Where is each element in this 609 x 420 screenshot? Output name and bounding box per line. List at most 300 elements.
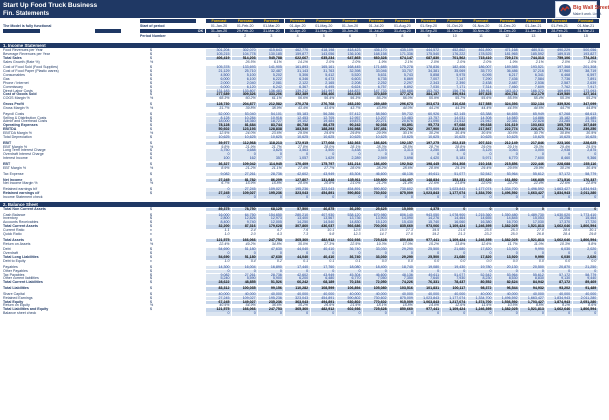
value-cell[interactable]: 3,563 [285,149,311,153]
value-cell[interactable]: 10,916 [258,117,284,121]
value-cell[interactable]: 204,877 [232,103,258,107]
value-cell[interactable]: 65,949 [520,113,546,117]
value-cell[interactable]: 86,209 [258,179,284,183]
value-cell[interactable]: 0.2 [258,260,284,264]
value-cell[interactable]: 135,911 [337,179,363,183]
value-cell[interactable]: 12,957 [337,117,363,121]
value-cell[interactable]: 15.0 [363,229,389,233]
value-cell[interactable]: 23,751 [573,120,599,124]
value-cell[interactable]: 86,738 [285,124,311,128]
value-cell[interactable]: 0 [468,208,494,212]
value-cell[interactable]: 2.1% [520,61,546,65]
value-cell[interactable]: 280,210 [285,214,311,218]
value-cell[interactable]: 89,469 [573,281,599,285]
value-cell[interactable]: 52,542 [468,173,494,177]
value-cell[interactable]: 2,020 [573,248,599,252]
value-cell[interactable]: 0 [206,252,232,256]
value-cell[interactable]: 29.8% [337,132,363,136]
value-cell[interactable]: 744,313 [520,57,546,61]
value-cell[interactable]: 0 [416,196,442,200]
value-cell[interactable]: 12.6% [468,243,494,247]
value-cell[interactable]: 0 [573,208,599,212]
value-cell[interactable]: 28.2% [363,167,389,171]
value-cell[interactable]: 43.6% [311,107,337,111]
value-cell[interactable]: 29.9% [363,132,389,136]
value-cell[interactable]: 13,757 [416,117,442,121]
value-cell[interactable]: 482,912 [311,239,337,243]
value-cell[interactable]: 276,768 [311,103,337,107]
value-cell[interactable]: 2,289 [337,157,363,161]
value-cell[interactable]: 1.0 [206,260,232,264]
value-cell[interactable]: 630,802 [337,301,363,305]
value-cell[interactable]: 30.4% [573,167,599,171]
value-cell[interactable]: 687,830 [416,57,442,61]
value-cell[interactable]: 5,306 [285,74,311,78]
value-cell[interactable]: 20.8% [311,182,337,186]
value-cell[interactable]: 46,600 [363,274,389,278]
value-cell[interactable]: 29.0% [468,146,494,150]
value-cell[interactable]: 28,736 [258,274,284,278]
value-cell[interactable]: 2,040 [232,82,258,86]
value-cell[interactable]: 427,164 [573,93,599,97]
value-cell[interactable]: 44.1% [416,107,442,111]
value-cell[interactable]: 1,382,025 [494,308,520,312]
value-cell[interactable]: 55.4% [520,97,546,101]
value-cell[interactable]: 62,145 [442,113,468,117]
value-cell[interactable]: 514,203 [232,57,258,61]
value-cell[interactable]: 0 [520,196,546,200]
value-cell[interactable]: 590,802 [337,192,363,196]
value-cell[interactable]: 105,215 [206,53,232,57]
value-cell[interactable]: 101,831 [416,287,442,291]
value-cell[interactable]: 6,869 [389,78,415,82]
value-cell[interactable]: 136,483 [258,90,284,94]
value-cell[interactable]: 58,779 [573,173,599,177]
value-cell[interactable]: 49,611 [416,173,442,177]
value-cell[interactable]: 2,639 [573,82,599,86]
value-cell[interactable]: 8.9% [206,167,232,171]
value-cell[interactable]: 195,236 [285,188,311,192]
value-cell[interactable]: 197,451 [363,128,389,132]
value-cell[interactable]: 494,891 [311,301,337,305]
value-cell[interactable]: 15,000 [389,208,415,212]
value-cell[interactable]: 26.5% [232,61,258,65]
value-cell[interactable]: 53,964 [494,173,520,177]
value-cell[interactable]: 95,773 [416,124,442,128]
value-cell[interactable]: 0 [520,153,546,157]
value-cell[interactable]: 44.5% [494,107,520,111]
value-cell[interactable]: 94,932 [520,287,546,291]
value-cell[interactable]: 365,360 [285,239,311,243]
value-cell[interactable]: 63,388 [468,113,494,117]
value-cell[interactable]: 30.8% [547,132,573,136]
value-cell[interactable]: 93,891 [389,124,415,128]
value-cell[interactable]: 0.0 [468,260,494,264]
value-cell[interactable]: 36,486 [494,70,520,74]
value-cell[interactable]: 1,662,646 [547,308,573,312]
value-cell[interactable]: 2.0% [416,61,442,65]
value-cell[interactable]: 185,592 [520,53,546,57]
value-cell[interactable]: 100,117 [442,287,468,291]
value-cell[interactable]: 15,053 [520,217,546,221]
value-cell[interactable]: 4.7 [258,229,284,233]
value-cell[interactable]: 1,806,594 [573,308,599,312]
value-cell[interactable]: 42,602 [285,274,311,278]
value-cell[interactable]: 0 [389,252,415,256]
value-cell[interactable]: 397,825 [468,93,494,97]
value-cell[interactable]: 10.3% [547,243,573,247]
value-cell[interactable]: 0 [311,153,337,157]
value-cell[interactable]: 83,744 [258,124,284,128]
value-cell[interactable]: 29.9% [520,167,546,171]
value-cell[interactable]: 977,441 [416,308,442,312]
value-cell[interactable]: 192,157 [389,142,415,146]
value-cell[interactable]: 6,624 [337,86,363,90]
value-cell[interactable]: 14,276 [416,217,442,221]
value-cell[interactable]: 131,183 [206,90,232,94]
value-cell[interactable]: 27.0 [520,229,546,233]
value-cell[interactable]: 39,977 [206,142,232,146]
value-cell[interactable]: 8,830 [520,277,546,281]
value-cell[interactable]: 27.7% [311,167,337,171]
value-cell[interactable]: 0 [232,270,258,274]
value-cell[interactable]: 37,960 [547,70,573,74]
value-cell[interactable]: 3,313 [389,149,415,153]
value-cell[interactable]: 759,106 [547,57,573,61]
value-cell[interactable]: 538,120 [337,214,363,218]
value-cell[interactable]: 1,834,943 [547,192,573,196]
value-cell[interactable]: 55.7% [442,97,468,101]
value-cell[interactable]: 0 [311,312,337,316]
value-cell[interactable]: 875,009 [389,297,415,301]
value-cell[interactable]: 105,378 [206,66,232,70]
value-cell[interactable]: 302,070 [232,49,258,53]
value-cell[interactable]: 29.5% [573,146,599,150]
value-cell[interactable]: 0.0 [363,260,389,264]
value-cell[interactable]: 27.4% [285,167,311,171]
value-cell[interactable]: 228,625 [573,142,599,146]
value-cell[interactable]: 454,891 [311,192,337,196]
value-cell[interactable]: 0 [258,270,284,274]
value-cell[interactable]: 183,540 [285,128,311,132]
value-cell[interactable]: 21.4% [389,182,415,186]
value-cell[interactable]: 64,750 [232,214,258,218]
value-cell[interactable]: 363,043 [285,301,311,305]
value-cell[interactable]: 40,000 [285,293,311,297]
value-cell[interactable]: 198,445 [416,163,442,167]
value-cell[interactable]: 0 [547,252,573,256]
value-cell[interactable]: 7,050 [363,277,389,281]
value-cell[interactable]: 10.5% [494,304,520,308]
value-cell[interactable]: 0 [547,153,573,157]
value-cell[interactable]: 436,037 [311,225,337,229]
value-cell[interactable]: 0 [416,252,442,256]
value-cell[interactable]: 15.8% [258,182,284,186]
value-cell[interactable]: 61.1% [258,97,284,101]
value-cell[interactable]: 19.2 [416,233,442,237]
value-cell[interactable]: 14.7 [363,233,389,237]
value-cell[interactable]: 6,757 [363,86,389,90]
value-cell[interactable]: 28.6% [389,167,415,171]
value-cell[interactable]: 43,949 [311,173,337,177]
value-cell[interactable]: 1,521,813 [520,225,546,229]
value-cell[interactable]: 39.8% [232,107,258,111]
value-cell[interactable]: 21,090 [416,120,442,124]
value-cell[interactable]: 0 [442,270,468,274]
value-cell[interactable]: 289,489 [363,103,389,107]
value-cell[interactable]: 131,848 [311,179,337,183]
value-cell[interactable]: 977,441 [416,239,442,243]
value-cell[interactable]: 1,806,594 [573,225,599,229]
value-cell[interactable]: 22.2% [494,182,520,186]
value-cell[interactable]: 82,624 [494,281,520,285]
value-cell[interactable]: 454,891 [311,297,337,301]
value-cell[interactable]: 81,684 [232,124,258,128]
value-cell[interactable]: 97,688 [442,124,468,128]
value-cell[interactable]: 55,612 [520,173,546,177]
value-cell[interactable]: 189,585 [494,66,520,70]
value-cell[interactable]: 21.6% [416,182,442,186]
value-cell[interactable]: 1,246,395 [468,308,494,312]
value-cell[interactable]: 0 [311,252,337,256]
value-cell[interactable]: 21.6 [442,229,468,233]
value-cell[interactable]: 133,807 [232,90,258,94]
value-cell[interactable]: 101,619 [494,124,520,128]
value-cell[interactable]: 390,934 [442,93,468,97]
value-cell[interactable]: 207,900 [416,128,442,132]
value-cell[interactable]: 21,680 [442,248,468,252]
value-cell[interactable]: 17,030 [520,221,546,225]
value-cell[interactable]: 1.9% [363,61,389,65]
value-cell[interactable]: 14,464 [442,217,468,221]
value-cell[interactable]: 12.6% [442,304,468,308]
value-cell[interactable]: 1,662,646 [547,239,573,243]
value-cell[interactable]: 12,705 [311,117,337,121]
value-cell[interactable]: 192,542 [389,163,415,167]
value-cell[interactable]: 10,625 [258,136,284,140]
value-cell[interactable]: 40,000 [258,293,284,297]
value-cell[interactable]: 21,512 [442,120,468,124]
value-cell[interactable]: 23,285 [547,120,573,124]
value-cell[interactable]: 9.8% [573,243,599,247]
value-cell[interactable]: 14,845 [494,217,520,221]
value-cell[interactable]: 0 [285,312,311,316]
value-cell[interactable]: 0 [285,196,311,200]
value-cell[interactable]: 12,826 [232,217,258,221]
value-cell[interactable]: 10,625 [573,136,599,140]
value-cell[interactable]: 730,602 [363,297,389,301]
value-cell[interactable]: 545,788 [258,57,284,61]
value-cell[interactable]: 29.6% [494,167,520,171]
value-cell[interactable]: 0 [363,252,389,256]
value-cell[interactable]: 17,760 [311,266,337,270]
value-cell[interactable]: 181,214 [337,163,363,167]
value-cell[interactable]: 34,381 [416,70,442,74]
value-cell[interactable]: 10,625 [520,136,546,140]
value-cell[interactable]: 223,166 [547,142,573,146]
value-cell[interactable]: 136,106 [337,53,363,57]
value-cell[interactable]: 78,128 [206,124,232,128]
value-cell[interactable]: 9,130 [547,277,573,281]
value-cell[interactable]: 444,572 [416,49,442,53]
value-cell[interactable]: 4,420 [416,157,442,161]
value-cell[interactable]: 186,007 [468,66,494,70]
value-cell[interactable]: 0.0 [389,260,415,264]
value-cell[interactable]: 0 [389,196,415,200]
value-cell[interactable]: 0 [389,153,415,157]
value-cell[interactable]: 222,774 [494,128,520,132]
value-cell[interactable]: 49,611 [416,274,442,278]
value-cell[interactable]: 332,134 [520,103,546,107]
value-cell[interactable]: 193,521 [520,66,546,70]
value-cell[interactable]: 9,990 [520,248,546,252]
value-cell[interactable]: 27.8% [285,146,311,150]
value-cell[interactable]: 181,965 [494,53,520,57]
value-cell[interactable]: 1,496,592 [494,192,520,196]
value-cell[interactable]: 2,343 [416,82,442,86]
value-cell[interactable]: 7,891 [573,78,599,82]
value-cell[interactable]: 157,626 [468,179,494,183]
value-cell[interactable]: 10,625 [442,136,468,140]
value-cell[interactable]: 32,487 [258,70,284,74]
value-cell[interactable]: 99,156 [258,287,284,291]
value-cell[interactable]: 0 [442,153,468,157]
value-cell[interactable]: 6,735 [363,78,389,82]
value-cell[interactable]: 36,250 [337,208,363,212]
value-cell[interactable]: 0 [494,208,520,212]
value-cell[interactable]: 141,997 [311,90,337,94]
value-cell[interactable]: 84,942 [520,281,546,285]
value-cell[interactable]: 283,230 [337,103,363,107]
value-cell[interactable]: 52,542 [468,274,494,278]
value-cell[interactable]: 13,207 [363,117,389,121]
value-cell[interactable]: 0 [547,312,573,316]
value-cell[interactable]: 48,136 [389,274,415,278]
value-cell[interactable]: 14,300 [206,266,232,270]
value-cell[interactable]: 114,945 [258,163,284,167]
value-cell[interactable]: 171,685 [363,66,389,70]
value-cell[interactable]: 30.1% [389,132,415,136]
value-cell[interactable]: 480,511 [520,49,546,53]
value-cell[interactable]: 2.0% [442,61,468,65]
value-cell[interactable]: 40,000 [337,293,363,297]
value-cell[interactable]: 27.3% [311,243,337,247]
value-cell[interactable]: 0 [285,270,311,274]
value-cell[interactable]: 21.9% [232,146,258,150]
value-cell[interactable]: 0 [520,252,546,256]
value-cell[interactable]: 166,066 [232,239,258,243]
value-cell[interactable]: 6.1% [258,61,284,65]
value-cell[interactable]: 161,893 [285,66,311,70]
value-cell[interactable]: 166,372 [520,90,546,94]
value-cell[interactable]: 10,625 [389,136,415,140]
value-cell[interactable]: 2,536 [520,82,546,86]
value-cell[interactable]: 0 [258,153,284,157]
value-cell[interactable]: 0 [206,153,232,157]
value-cell[interactable]: 40,000 [206,293,232,297]
value-cell[interactable]: 10,625 [285,136,311,140]
value-cell[interactable]: 29.4% [468,167,494,171]
value-cell[interactable]: 7,640 [416,277,442,281]
value-cell[interactable]: 10,625 [232,136,258,140]
value-cell[interactable]: 6,100 [232,78,258,82]
value-cell[interactable]: 88,475 [311,124,337,128]
value-cell[interactable]: 2,390 [442,82,468,86]
value-cell[interactable]: 186,400 [363,163,389,167]
value-cell[interactable]: 317,585 [468,103,494,107]
value-cell[interactable]: 16,380 [468,221,494,225]
value-cell[interactable]: 3,063 [494,149,520,153]
value-cell[interactable]: 0 [442,196,468,200]
value-cell[interactable]: 171,336 [389,53,415,57]
value-cell[interactable]: 43.4% [285,107,311,111]
value-cell[interactable]: 6,242 [258,86,284,90]
value-cell[interactable]: 0 [363,153,389,157]
value-cell[interactable]: 22.8% [573,182,599,186]
value-cell[interactable]: 44,040 [285,248,311,252]
value-cell[interactable]: 128,838 [258,128,284,132]
value-cell[interactable]: 35,770 [468,70,494,74]
value-cell[interactable]: 16,000 [206,214,232,218]
value-cell[interactable]: 7,314 [468,86,494,90]
value-cell[interactable]: 57,172 [547,173,573,177]
value-cell[interactable]: 0 [416,270,442,274]
value-cell[interactable]: 55.2% [573,97,599,101]
value-cell[interactable]: 26.6% [311,304,337,308]
value-cell[interactable]: 78,750 [232,208,258,212]
value-cell[interactable]: 40,000 [547,293,573,297]
value-cell[interactable]: 0 [337,252,363,256]
value-cell[interactable]: 5,181 [442,157,468,161]
value-cell[interactable]: 770,602 [363,301,389,305]
value-cell[interactable]: 7,736 [547,78,573,82]
value-cell[interactable]: 28.8% [442,146,468,150]
value-cell[interactable]: 19.3% [363,243,389,247]
value-cell[interactable]: 108,599 [311,287,337,291]
value-cell[interactable]: 16,004 [232,266,258,270]
value-cell[interactable]: 105,735 [547,124,573,128]
value-cell[interactable]: 436,170 [363,49,389,53]
value-cell[interactable]: 154,650 [258,214,284,218]
value-cell[interactable]: 189,515 [547,53,573,57]
value-cell[interactable]: 7,930 [442,277,468,281]
value-cell[interactable]: 56.0% [389,97,415,101]
value-cell[interactable]: 3,125 [468,149,494,153]
value-cell[interactable]: 24.0% [232,132,258,136]
value-cell[interactable]: 59,732 [389,113,415,117]
value-cell[interactable]: 33,030 [363,256,389,260]
value-cell[interactable]: 217,947 [468,128,494,132]
value-cell[interactable]: 25,500 [416,256,442,260]
value-cell[interactable]: 2,122 [285,82,311,86]
value-cell[interactable]: 21.2% [232,167,258,171]
value-cell[interactable]: 5,631 [363,74,389,78]
value-cell[interactable]: 2.0% [337,61,363,65]
value-cell[interactable]: 28.9% [416,167,442,171]
value-cell[interactable]: 193,827 [573,53,599,57]
value-cell[interactable]: 2,011,280 [573,192,599,196]
value-cell[interactable]: 3,625 [258,149,284,153]
value-cell[interactable]: 13,920 [494,256,520,260]
value-cell[interactable]: 28.0% [337,167,363,171]
value-cell[interactable]: 27,261 [232,274,258,278]
value-cell[interactable]: 201,308 [573,66,599,70]
value-cell[interactable]: 112,568 [232,142,258,146]
value-cell[interactable]: 23.5 [468,229,494,233]
value-cell[interactable]: 147,733 [363,90,389,94]
value-cell[interactable]: 2,438 [468,82,494,86]
value-cell[interactable]: 500,056 [573,49,599,53]
